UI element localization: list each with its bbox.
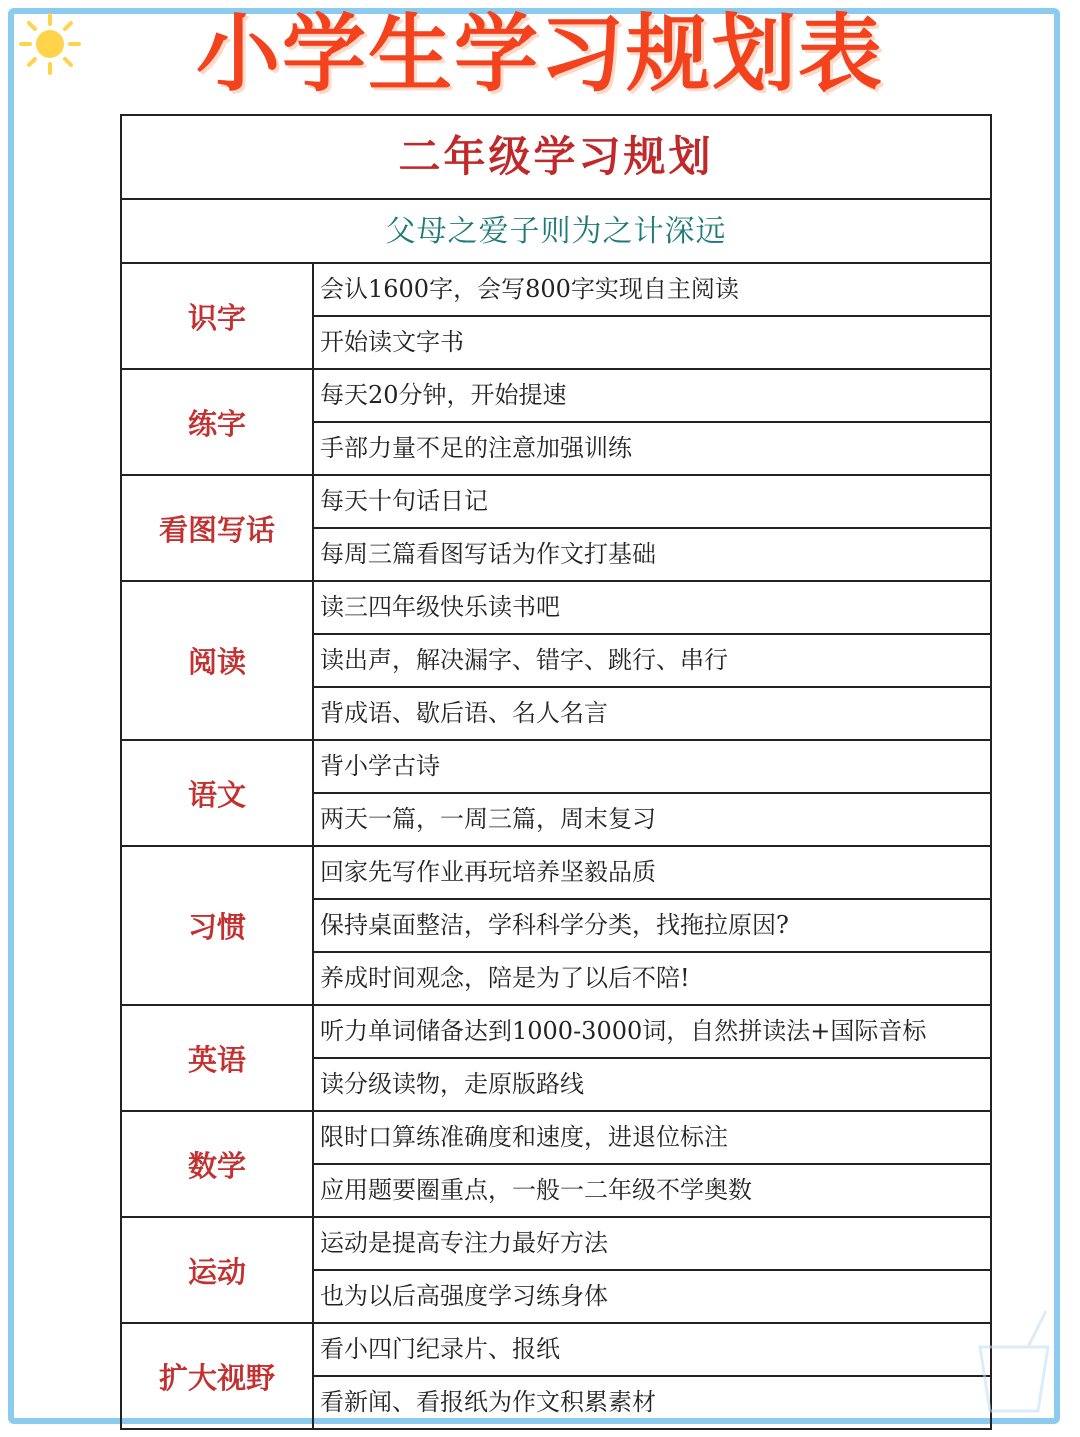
category-label: 看图写话: [122, 476, 314, 580]
plan-item: 看小四门纪录片、报纸: [314, 1324, 990, 1377]
category-items: [314, 847, 990, 1004]
plan-section: [122, 1112, 990, 1218]
category-items: [314, 370, 990, 474]
category-items: [314, 741, 990, 845]
cup-icon: [968, 1307, 1058, 1417]
category-items: [314, 1112, 990, 1216]
plan-section: [122, 847, 990, 1006]
category-items: [314, 264, 990, 368]
table-motto: 父母之爱子则为之计深远: [122, 200, 990, 264]
plan-item: 会认1600字，会写800字实现自主阅读: [314, 264, 990, 317]
category-items: [314, 1218, 990, 1322]
category-label: 扩大视野: [122, 1324, 314, 1428]
plan-section: [122, 264, 990, 370]
plan-item: 读三四年级快乐读书吧: [314, 582, 990, 635]
plan-section: [122, 1218, 990, 1324]
plan-item: 开始读文字书: [320, 328, 464, 356]
plan-item: 养成时间观念，陪是为了以后不陪!: [320, 964, 690, 992]
category-items: [314, 1006, 990, 1110]
plan-section: [122, 476, 990, 582]
plan-item: 背成语、歇后语、名人名言: [320, 699, 608, 727]
category-label: 阅读: [122, 582, 314, 739]
plan-item: 运动是提高专注力最好方法: [314, 1218, 990, 1271]
category-items: [314, 476, 990, 580]
plan-item: 也为以后高强度学习练身体: [320, 1282, 608, 1310]
plan-item: 听力单词储备达到1000-3000词，自然拼读法+国际音标: [314, 1006, 990, 1059]
page-title: 小学生学习规划表: [195, 5, 884, 103]
plan-item: 每天十句话日记: [314, 476, 990, 529]
plan-item: 背小学古诗: [314, 741, 990, 794]
plan-table: [120, 114, 992, 1430]
category-items: [314, 1324, 990, 1428]
plan-section: [122, 1324, 990, 1428]
category-label: 习惯: [122, 847, 314, 1004]
plan-item: 每周三篇看图写话为作文打基础: [320, 540, 656, 568]
plan-item: 读分级读物，走原版路线: [320, 1070, 584, 1098]
plan-item: 手部力量不足的注意加强训练: [320, 434, 632, 462]
plan-item: 两天一篇，一周三篇，周末复习: [320, 805, 656, 833]
category-label: 练字: [122, 370, 314, 474]
category-label: 语文: [122, 741, 314, 845]
plan-item: 回家先写作业再玩培养坚毅品质: [314, 847, 990, 900]
plan-item: 保持桌面整洁，学科科学分类，找拖拉原因?: [314, 900, 990, 953]
plan-item: 限时口算练准确度和速度，进退位标注: [314, 1112, 990, 1165]
plan-item: 每天20分钟，开始提速: [314, 370, 990, 423]
plan-section: [122, 741, 990, 847]
plan-section: [122, 370, 990, 476]
category-label: 英语: [122, 1006, 314, 1110]
category-label: 数学: [122, 1112, 314, 1216]
table-subtitle: 二年级学习规划: [122, 116, 990, 200]
plan-section: [122, 582, 990, 741]
plan-item: 读出声，解决漏字、错字、跳行、串行: [314, 635, 990, 688]
plan-sections: [122, 264, 990, 1428]
category-items: [314, 582, 990, 739]
category-label: 运动: [122, 1218, 314, 1322]
plan-section: [122, 1006, 990, 1112]
plan-item: 看新闻、看报纸为作文积累素材: [320, 1388, 656, 1416]
plan-item: 应用题要圈重点，一般一二年级不学奥数: [320, 1176, 752, 1204]
category-label: 识字: [122, 264, 314, 368]
